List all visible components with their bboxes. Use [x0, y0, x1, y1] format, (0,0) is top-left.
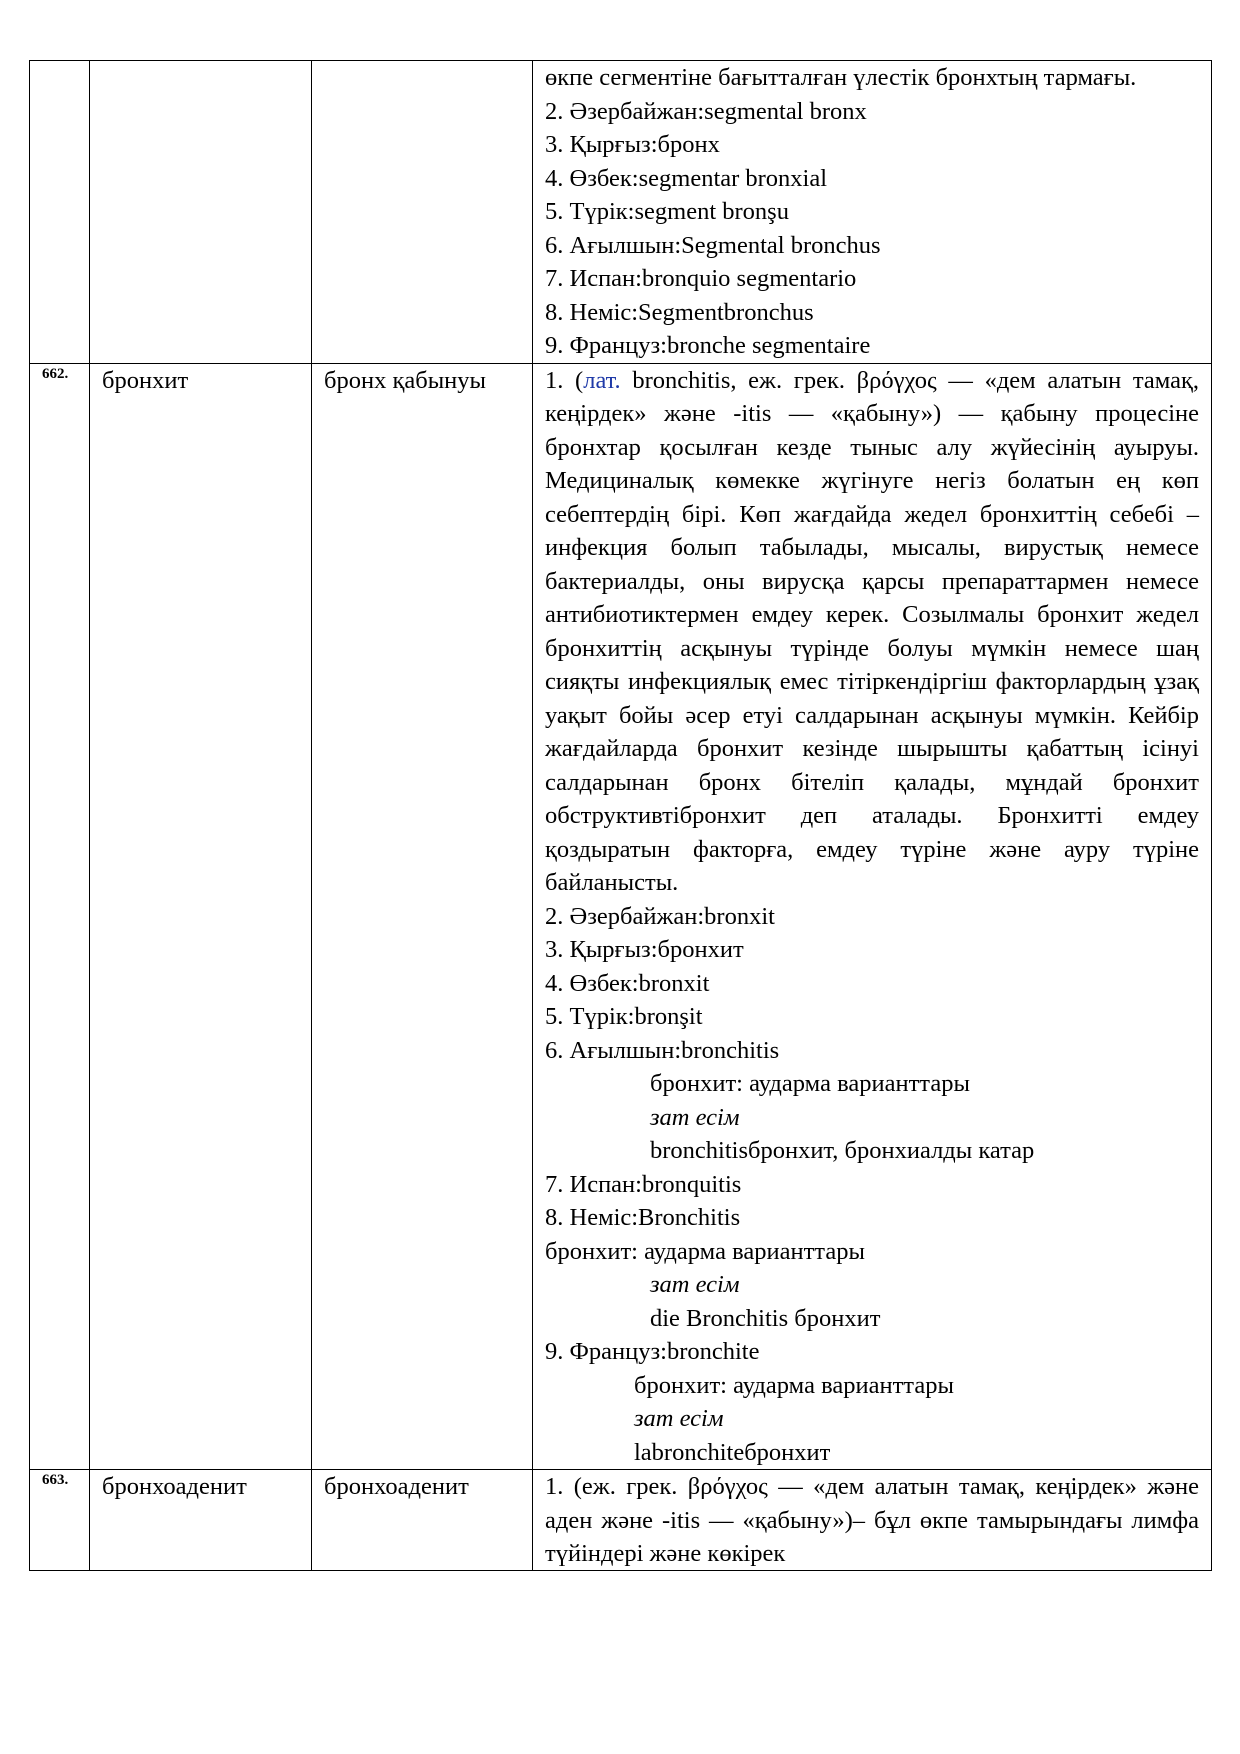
translation-line: 2. Әзербайжан:segmental bronx: [545, 97, 867, 125]
translation-line: 5. Түрік:segment bronşu: [545, 198, 789, 225]
table-row: [30, 61, 1212, 364]
table-row: [30, 363, 1212, 1470]
entry-definition: [533, 363, 1212, 1470]
part-of-speech: зат есім: [650, 1103, 740, 1131]
definition-number: 1. (: [545, 366, 584, 394]
entry-definition: [533, 1470, 1212, 1571]
part-of-speech: зат есім: [650, 1271, 740, 1298]
translation-line: 2. Әзербайжан:bronxit: [545, 902, 775, 930]
translation-line: 3. Қырғыз:бронх: [545, 131, 720, 158]
translation-entry: die Bronchitis бронхит: [650, 1304, 881, 1332]
table-row: [30, 1470, 1212, 1571]
translation-line: 5. Түрік:bronşit: [545, 1003, 703, 1030]
definition-text: [545, 364, 1199, 900]
entry-term: бронхит: [90, 363, 312, 1470]
translation-variants: бронхит: аудармa варианттары: [545, 1237, 865, 1265]
translation-line: 7. Испан:bronquio segmentario: [545, 265, 857, 292]
entry-kazakh-term: [312, 61, 533, 364]
entry-kazakh-term: бронх қабынуы: [312, 363, 533, 1470]
entry-definition: [533, 61, 1212, 364]
translation-line: 4. Өзбек:bronxit: [545, 969, 710, 997]
entry-number: 663.: [30, 1470, 90, 1571]
translation-line: 8. Неміс:Bronchitis: [545, 1204, 741, 1231]
definition-text: 1. (еж. грек. βρόγχος — «дем алатын тамақ, кеңірдек» және аден және -itis — «қабыну»)– бұл өкпе тамырындағы лимфа түйіндері және көкірек: [545, 1473, 1199, 1567]
definition-text: өкпе сегментіне бағытталған үлестік бронхтың тармағы.: [545, 64, 1137, 91]
entry-term: бронхоаденит: [90, 1470, 312, 1571]
translation-line: 9. Француз:bronche segmentaire: [545, 332, 871, 359]
translation-line: 9. Француз:bronchite: [545, 1338, 760, 1365]
translation-variants: бронхит: аудармa варианттары: [650, 1070, 970, 1097]
part-of-speech: зат есім: [634, 1405, 724, 1432]
translation-line: 6. Ағылшын:Segmental bronchus: [545, 231, 881, 259]
translation-variants: бронхит: аудармa варианттары: [634, 1371, 954, 1399]
translation-line: 6. Ағылшын:bronchitis: [545, 1036, 780, 1064]
translation-entry: bronchitisбронхит, бронхиалды катар: [650, 1137, 1035, 1164]
entry-term: [90, 61, 312, 364]
entry-kazakh-term: бронхоаденит: [312, 1470, 533, 1571]
latin-link[interactable]: лат.: [583, 366, 621, 394]
definition-body: bronchitis, еж. грек. βρόγχος — «дем алатын тамақ, кеңірдек» және -itis — «қабыну») — қабыну процесіне бронхтар қосылған кезде тыныс алу жүйесінің ауыруы. Медициналық көмекке жүгінуге негіз болатын ең көп себептердің бірі. Көп жағдайда жедел бронхиттің себебі – инфекция болып табылады, мысалы, вирустық немесе бактериалды, оны вирусқа қарсы препараттармен немесе антибиотиктермен емдеу керек. Созылмалы бронхит жедел бронхиттің асқынуы түрінде болуы мүмкін немесе шаң сияқты инфекциялық емес тітіркендіргіш факторлардың ұзақ уақыт бойы әсер етуі салдарынан асқынуы мүмкін. Кейбір жағдайларда бронхит кезінде шырышты қабаттың ісінуі салдарынан бронх бітеліп қалады, мұндай бронхит обструктивтібронхит деп аталады. Бронхитті емдеу қоздыратын факторға, емдеу түріне және ауру түріне байланысты.: [545, 366, 1199, 896]
translation-line: 8. Неміс:Segmentbronchus: [545, 298, 814, 326]
translation-entry: labronchiteбронхит: [634, 1438, 831, 1466]
translation-line: 3. Қырғыз:бронхит: [545, 936, 744, 963]
entry-number: [30, 61, 90, 364]
dictionary-table: [29, 60, 1212, 1571]
entry-number: 662.: [30, 363, 90, 1470]
translation-line: 7. Испан:bronquitis: [545, 1170, 742, 1198]
translation-line: 4. Өзбек:segmentar bronxial: [545, 164, 828, 192]
